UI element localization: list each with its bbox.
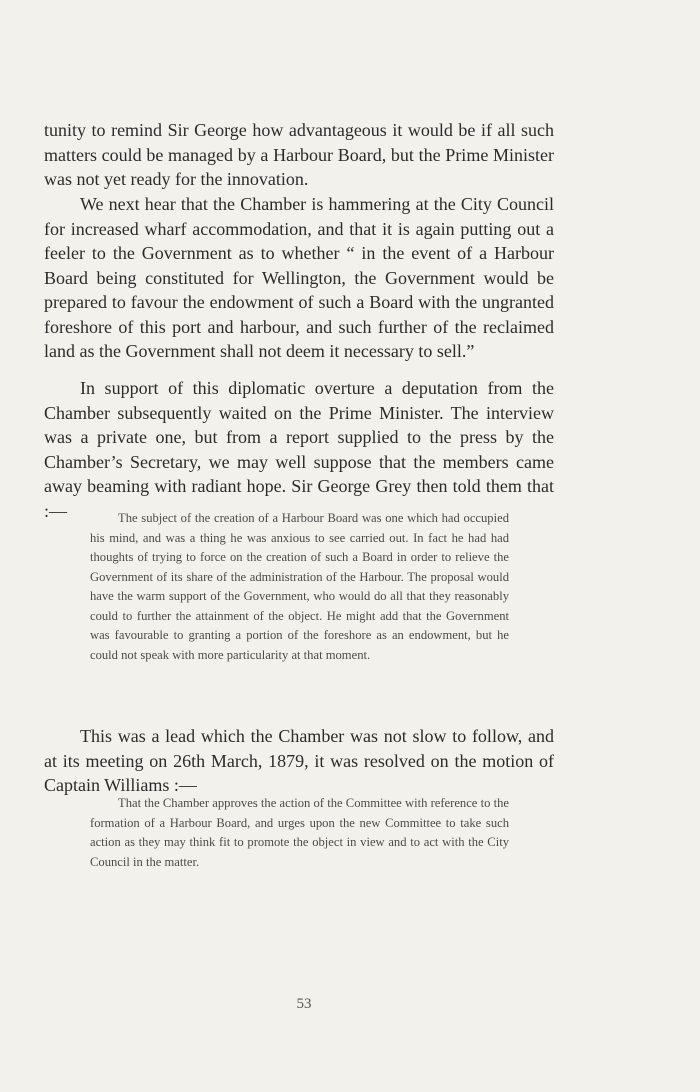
page-number: 53 bbox=[296, 996, 312, 1012]
quote-sir-george-grey: The subject of the creation of a Harbour Board was one which had occupied his mind, and was a thing he was anxious to see carried out. In fact he had had thoughts of trying to force on the creation of such a Board in order to relieve the Government of its share of the administration of the Harbour. The proposal would have the warm support of the Government, who would do all that they reasonably could to further the attainment of the object. He might add that the Government was favourable to granting a portion of the foreshore as an endowment, but he could not speak with more particularity at that moment. bbox=[90, 511, 509, 662]
paragraph-continued: tunity to remind Sir George how advantageous it would be if all such matters could be managed by a Harbour Board, but the Prime Minister was not yet ready for the innovation. bbox=[44, 120, 554, 189]
paragraph-deputation: In support of this diplomatic overture a deputation from the Chamber subsequently waited on the Prime Minister. The interview was a private one, but from a report supplied to the press by the Chamber’s Secretary, we may well suppose that the members came away beaming with radiant hope. Sir George Grey then told them that :— bbox=[44, 378, 554, 521]
paragraph-resolution: This was a lead which the Chamber was not slow to follow, and at its meeting on 26th March, 1879, it was resolved on the motion of Captain Williams :— bbox=[44, 726, 554, 795]
quote-chamber-resolution: That the Chamber approves the action of the Committee with reference to the formation of a Harbour Board, and urges upon the new Committee to take such action as they may think fit to promote the object in view and to act with the City Council in the matter. bbox=[90, 796, 509, 869]
paragraph-wharf-accommodation: We next hear that the Chamber is hammering at the City Council for increased wharf accommodation, and that it is again putting out a feeler to the Government as to whether “ in the event of a Harbour Board being constituted for Wellington, the Government would be prepared to favour the endowment of such a Board with the ungranted foreshore of this port and harbour, and such further of the reclaimed land as the Government shall not deem it necessary to sell.” bbox=[44, 194, 554, 361]
